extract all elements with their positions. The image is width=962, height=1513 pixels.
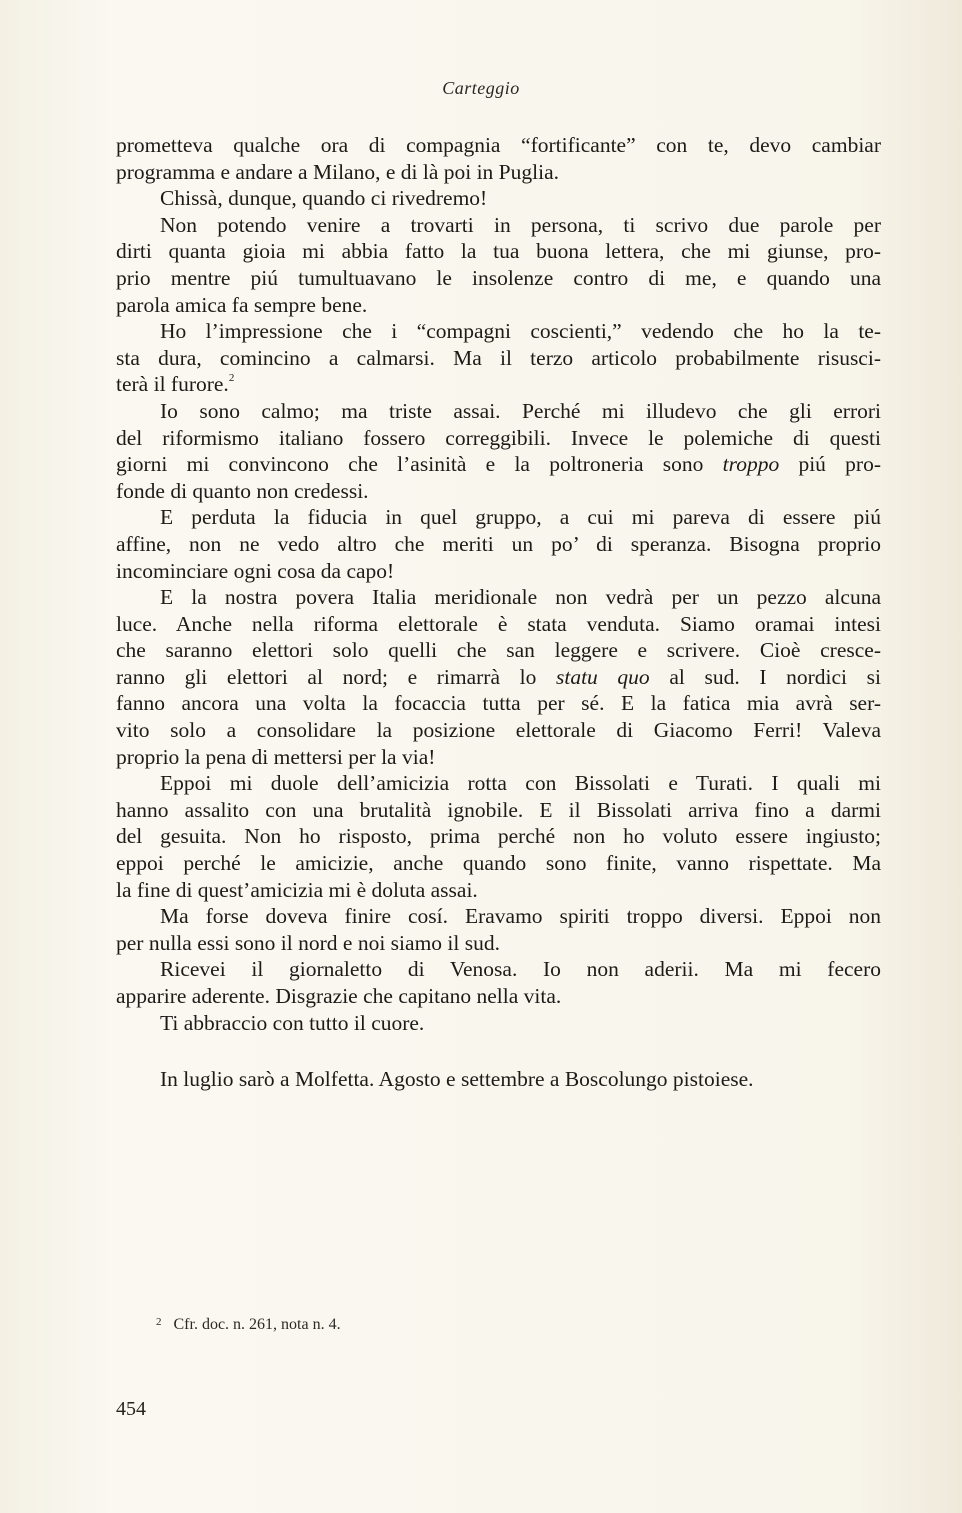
text-line [116,956,881,983]
text-line-content: Eppoi mi duole dell’amicizia rotta con Bissolati e Turati. I quali mi [160,771,881,796]
italic-emphasis: statu quo [555,664,650,689]
text-line-content: vito solo a consolidare la posizione elettorale di Giacomo Ferri! Valeva [116,718,881,743]
text-line [116,212,881,239]
text-line [116,584,881,611]
text-line [116,717,881,744]
text-line-content: giorni mi convincono che l’asinità e la poltroneria sono [116,452,723,477]
text-line-content: del riformismo italiano fossero correggibili. Invece le polemiche di questi [116,425,881,450]
text-line [116,451,881,478]
letter-body [116,132,881,1093]
text-line [116,425,881,452]
text-line [116,292,881,319]
text-line-content: fanno ancora una volta la focaccia tutta per sé. E la fatica mia avrà ser- [116,691,881,716]
text-line-content: fonde di quanto non credessi. [116,478,369,503]
text-line [116,531,881,558]
text-line [116,797,881,824]
text-line [116,744,881,771]
text-line [116,238,881,265]
text-line-content: la fine di quest’amicizia mi è doluta assai. [116,877,478,902]
text-line-content: che saranno elettori solo quelli che san leggere e scrivere. Cioè cresce- [116,638,881,663]
text-line [116,983,881,1010]
text-line [116,664,881,691]
text-line-continuation: al sud. I nordici si [649,664,881,689]
text-line-content: Non potendo venire a trovarti in persona, ti scrivo due parole per [160,212,881,237]
text-line-content: sta dura, comincino a calmarsi. Ma il terzo articolo probabilmente risusci- [116,345,881,370]
paragraph-gap [116,1036,881,1066]
text-line [116,850,881,877]
text-line-content: Ho l’impressione che i “compagni coscienti,” vedendo che ho la te- [160,319,881,344]
text-line-content: dirti quanta gioia mi abbia fatto la tua buona lettera, che mi giunse, pro- [116,239,881,264]
text-line [116,265,881,292]
text-line-content: apparire aderente. Disgrazie che capitano nella vita. [116,984,562,1008]
text-line [116,690,881,717]
text-line [116,478,881,505]
text-line-content: prio mentre piú tumultuavano le insolenze contro di me, e quando una [116,265,881,290]
text-line-content: E perduta la fiducia in quel gruppo, a cui mi pareva di essere piú [160,505,881,530]
text-line-content: incominciare ogni cosa da capo! [116,558,395,583]
footnote-text: Cfr. doc. n. 261, nota n. 4. [173,1316,341,1333]
text-line [116,504,881,531]
text-line [116,132,881,159]
text-line-content: proprio la pena di mettersi per la via! [116,744,436,769]
text-line-content: terà il furore. [116,372,229,397]
footnote-mark: 2 [156,1316,162,1328]
text-line-content: per nulla essi sono il nord e noi siamo il sud. [116,930,500,955]
text-line [116,398,881,425]
text-line [116,371,881,398]
text-line [116,345,881,372]
text-line [116,637,881,664]
text-line-content: Chissà, dunque, quando ci rivedremo! [160,186,488,211]
body-lines [116,132,881,1036]
text-line-content: Io sono calmo; ma triste assai. Perché mi illudevo che gli errori [160,398,881,423]
text-line-content: ranno gli elettori al nord; e rimarrà lo [116,664,556,689]
text-line [116,823,881,850]
text-line [116,611,881,638]
text-line-content: prometteva qualche ora di compagnia “fortificante” con te, devo cambiar [116,133,881,157]
text-line-content: eppoi perché le amicizie, anche quando sono finite, vanno rispettate. Ma [116,851,881,876]
text-line-content: Ma forse doveva finire cosí. Eravamo spiriti troppo diversi. Eppoi non [160,904,881,929]
text-line [116,1010,881,1037]
text-line-content: programma e andare a Milano, e di là poi in Puglia. [116,159,560,184]
footnote [156,1316,341,1334]
text-line [116,558,881,585]
postscript: In luglio sarò a Molfetta. Agosto e settembre a Boscolungo pistoiese. [160,1067,754,1092]
italic-emphasis: troppo [722,452,780,477]
text-line [116,877,881,904]
text-line-content: E la nostra povera Italia meridionale non vedrà per un pezzo alcuna [160,585,881,610]
text-line [116,159,881,186]
text-line-content: del gesuita. Non ho risposto, prima perché non ho voluto essere ingiusto; [116,824,881,849]
text-line-continuation: piú pro- [779,452,881,477]
text-line [116,930,881,957]
text-line [116,318,881,345]
footnote-reference: 2 [228,372,235,385]
text-line-content: luce. Anche nella riforma elettorale è stata venduta. Siamo oramai intesi [116,611,881,636]
page-number: 454 [116,1398,146,1420]
text-line-content: hanno assalito con una brutalità ignobile. E il Bissolati arriva fino a darmi [116,797,881,822]
text-line-content: Ti abbraccio con tutto il cuore. [160,1010,425,1035]
running-head: Carteggio [442,78,520,98]
text-line [116,903,881,930]
text-line-content: Ricevei il giornaletto di Venosa. Io non aderii. Ma mi fecero [160,957,881,982]
text-line-content: affine, non ne vedo altro che meriti un po’ di speranza. Bisogna proprio [116,531,881,556]
text-line [116,770,881,797]
text-line-content: parola amica fa sempre bene. [116,292,368,317]
text-line [116,185,881,212]
